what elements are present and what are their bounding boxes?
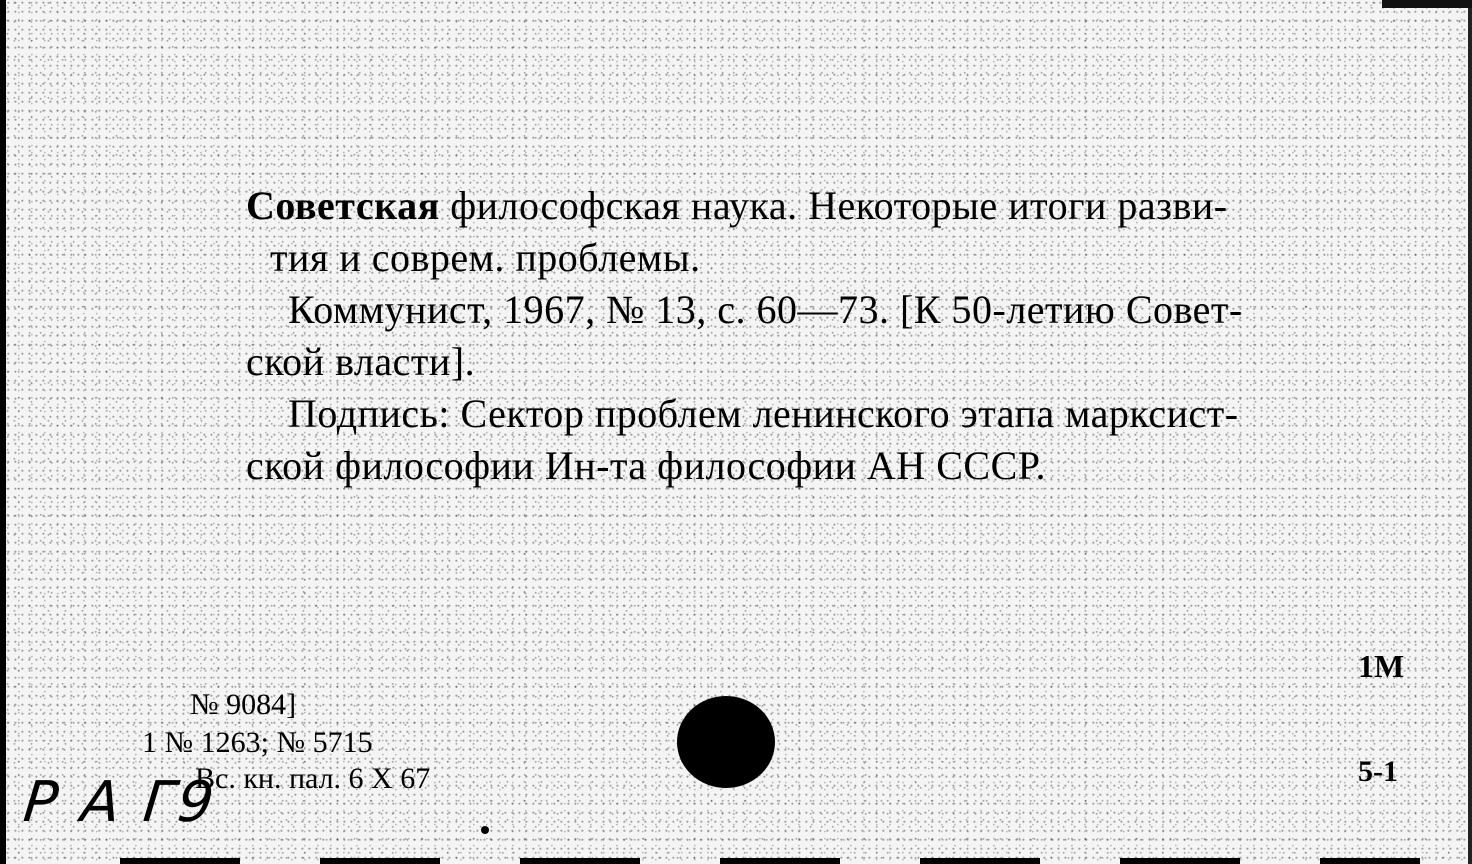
entry-title-start: философская наука. Некоторые итоги разви- <box>439 183 1228 228</box>
handwritten-mark: Р А Г9 <box>20 770 220 835</box>
catalog-number: № 9084] <box>190 688 297 721</box>
ink-dot <box>481 826 489 834</box>
card-right-edge <box>1468 0 1472 864</box>
punch-hole <box>677 696 775 788</box>
entry-source: Коммунист, 1967, № 13, с. 60—73. [К 50-летию Совет- <box>288 287 1243 332</box>
entry-signature-continuation: ской философии Ин-та философии АН СССР. <box>246 443 1046 488</box>
entry-line-1 <box>246 180 1416 232</box>
entry-source-continuation: ской власти]. <box>246 339 476 384</box>
classification-code: 1М <box>1358 648 1405 684</box>
book-chamber-stamp: Вс. кн. пал. 6 X 67 <box>195 762 431 795</box>
series-code: 5-1 <box>1358 755 1398 788</box>
card-top-edge <box>1382 0 1472 8</box>
card-bottom-edge <box>120 858 1420 864</box>
entry-title-continuation: тия и соврем. проблемы. <box>270 235 701 280</box>
bibliographic-entry <box>246 180 1416 492</box>
entry-signature: Подпись: Сектор проблем ленинского этапа марксист- <box>288 391 1239 436</box>
catalog-references: 1 № 1263; № 5715 <box>142 726 373 759</box>
card-left-edge <box>0 0 6 864</box>
entry-heading-word: Советская <box>246 183 440 228</box>
